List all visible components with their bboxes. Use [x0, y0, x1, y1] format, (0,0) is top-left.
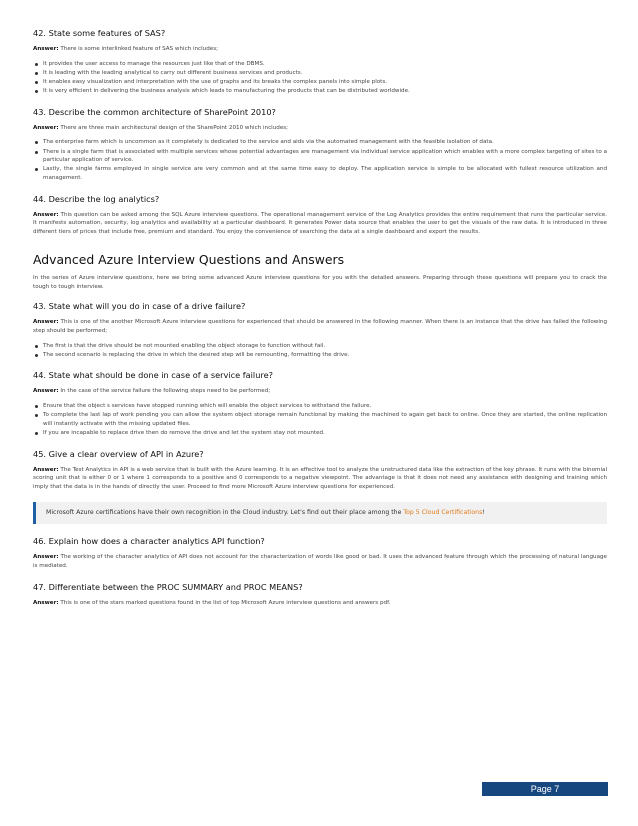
- section-heading: Advanced Azure Interview Questions and Answers: [33, 252, 345, 268]
- question-heading: 47. Differentiate between the PROC SUMMARY and PROC MEANS?: [33, 581, 303, 592]
- document-page: [33, 28, 607, 618]
- answer-text: There is some interlinked feature of SAS which includes;: [58, 46, 219, 52]
- answer-paragraph: [33, 318, 607, 335]
- answer-paragraph: [33, 387, 607, 396]
- bullet-item: It is leading with the leading analytical to carry out different business services and products.: [33, 69, 607, 78]
- bullet-item: It provides the user access to manage the resources just like that of the DBMS.: [33, 60, 607, 69]
- answer-label: Answer:: [33, 46, 59, 52]
- sections-bottom: [33, 536, 607, 607]
- qa-section: [33, 582, 607, 608]
- bullet-item: The enterprise farm which is uncommon as it completely is dedicated to the service and aids via the automated management with the feasible isolation of data.: [33, 138, 607, 147]
- callout-suffix: !: [482, 509, 485, 517]
- qa-section: [33, 301, 607, 359]
- bullet-item: The second scenario is replacing the drive in which the desired step will be remounting, formatting the drive.: [33, 351, 607, 360]
- answer-label: Answer:: [33, 211, 59, 218]
- question-heading: 46. Explain how does a character analytics API function?: [33, 536, 265, 547]
- question-heading: 45. Give a clear overview of API in Azure?: [33, 448, 204, 459]
- question-heading: 44. Describe the log analytics?: [33, 193, 160, 204]
- qa-section: [33, 107, 607, 183]
- answer-label: Answer:: [33, 599, 59, 606]
- bullet-item: There is a single farm that is associated with multiple services whose potential advantages are management via individual service application which enables with a more complex targeting of sites to a particular application of service.: [33, 148, 607, 165]
- callout-box: [33, 502, 607, 524]
- qa-section: [33, 449, 607, 492]
- answer-text: There are three main architectural design of the SharePoint 2010 which includes;: [58, 124, 289, 131]
- answer-paragraph: [33, 553, 607, 570]
- bullet-item: The first is that the drive should be not mounted enabling the object storage to function without fail.: [33, 342, 607, 351]
- question-heading: 43. State what will you do in case of a drive failure?: [33, 301, 246, 312]
- bullet-item: Ensure that the object s services have stopped running which will enable the object services to withstand the failure.: [33, 402, 607, 411]
- qa-section: [33, 536, 607, 570]
- callout-text: Microsoft Azure certifications have their own recognition in the Cloud industry. Let's find out their place among the: [46, 509, 404, 517]
- sections-mid: [33, 301, 607, 491]
- question-heading: 42. State some features of SAS?: [33, 28, 166, 38]
- answer-label: Answer:: [33, 124, 59, 131]
- answer-paragraph: [33, 45, 607, 54]
- bullet-item: It enables easy visualization and interpretation with the use of graphs and its breaks the complex panels into simple plots.: [33, 78, 607, 87]
- bullet-item: If you are incapable to replace drive then do remove the drive and let the system stay not mounted.: [33, 429, 607, 438]
- answer-text: This is one of the stars marked questions found in the list of top Microsoft Azure interview questions and answers pdf.: [58, 599, 391, 606]
- bullet-item: It is very efficient in delivering the business analysis which leads to manufacturing the products that can be distributed worldwide.: [33, 87, 607, 96]
- question-heading: 43. Describe the common architecture of SharePoint 2010?: [33, 106, 276, 117]
- bullet-list: [33, 342, 607, 360]
- bullet-list: [33, 138, 607, 182]
- qa-section: [33, 370, 607, 437]
- answer-paragraph: [33, 211, 607, 237]
- answer-text: This is one of the another Microsoft Azure interview questions for experienced that should be answered in the following manner. When there is an instance that the drive has failed the following step should be performed;: [33, 319, 607, 335]
- bullet-item: Lastly, the single farms employed in single service are very common and at the same time easy to deploy. The application service is simple to be allocated with fullest resource utilization and management.: [33, 165, 607, 182]
- answer-text: The Test Analytics in API is a web service that is built with the Azure learning. It is an effective tool to analyze the unstructured data like the extraction of the key phrase. It runs with the binomial scoring unit that is either 0 or 1 where 1 corresponds to a positive and 0 corresponds to a negative viewpoint. The advantage is that it does not need any assistance with designing and training which imply that the data is in the hands of directly the user. Proceed to find more Microsoft Azure interview questions for experienced.: [33, 466, 607, 490]
- question-heading: 44. State what should be done in case of a service failure?: [33, 370, 273, 381]
- intro-paragraph: In the series of Azure interview questions, here we bring some advanced Azure interview questions for you with the detailed answers. Preparing through these questions will prepare you to crack the tough to tough interview.: [33, 275, 607, 290]
- answer-label: Answer:: [33, 466, 59, 473]
- qa-section: [33, 28, 607, 96]
- answer-text: The working of the character analytics of API does not account for the characterization of words like good or bad. It uses the advanced feature through which the processing of natural language is mediated.: [33, 554, 607, 569]
- page-number-badge: Page 7: [482, 782, 608, 796]
- answer-text: In the case of the service failure the following steps need to be performed;: [58, 388, 271, 395]
- callout-link[interactable]: Top 5 Cloud Certifications: [403, 509, 483, 517]
- answer-paragraph: [33, 599, 607, 608]
- answer-text: This question can be asked among the SQL Azure interview questions. The operational management service of the Log Analytics provides the entire requirement that runs the particular service. It manifests automation, security, log analytics and availability at a particular dashboard. It generates Power data source that enables the user to get the visuals of the raw data. It is introduced in three different tiers of prices that include free, premium and standard. You enjoy the convenience of searching the data at a single dashboard and export the results.: [33, 211, 607, 235]
- answer-label: Answer:: [33, 554, 59, 561]
- answer-paragraph: [33, 466, 607, 492]
- bullet-list: [33, 402, 607, 438]
- answer-paragraph: [33, 124, 607, 133]
- answer-label: Answer:: [33, 319, 59, 326]
- sections-top: [33, 28, 607, 236]
- qa-section: [33, 194, 607, 237]
- bullet-item: To complete the last lap of work pending you can allow the system object storage remain functional by making the machined to again get back to online. Once they are started, the online replication will instantly activate with the missing updated files.: [33, 411, 607, 428]
- answer-label: Answer:: [33, 388, 59, 395]
- bullet-list: [33, 60, 607, 96]
